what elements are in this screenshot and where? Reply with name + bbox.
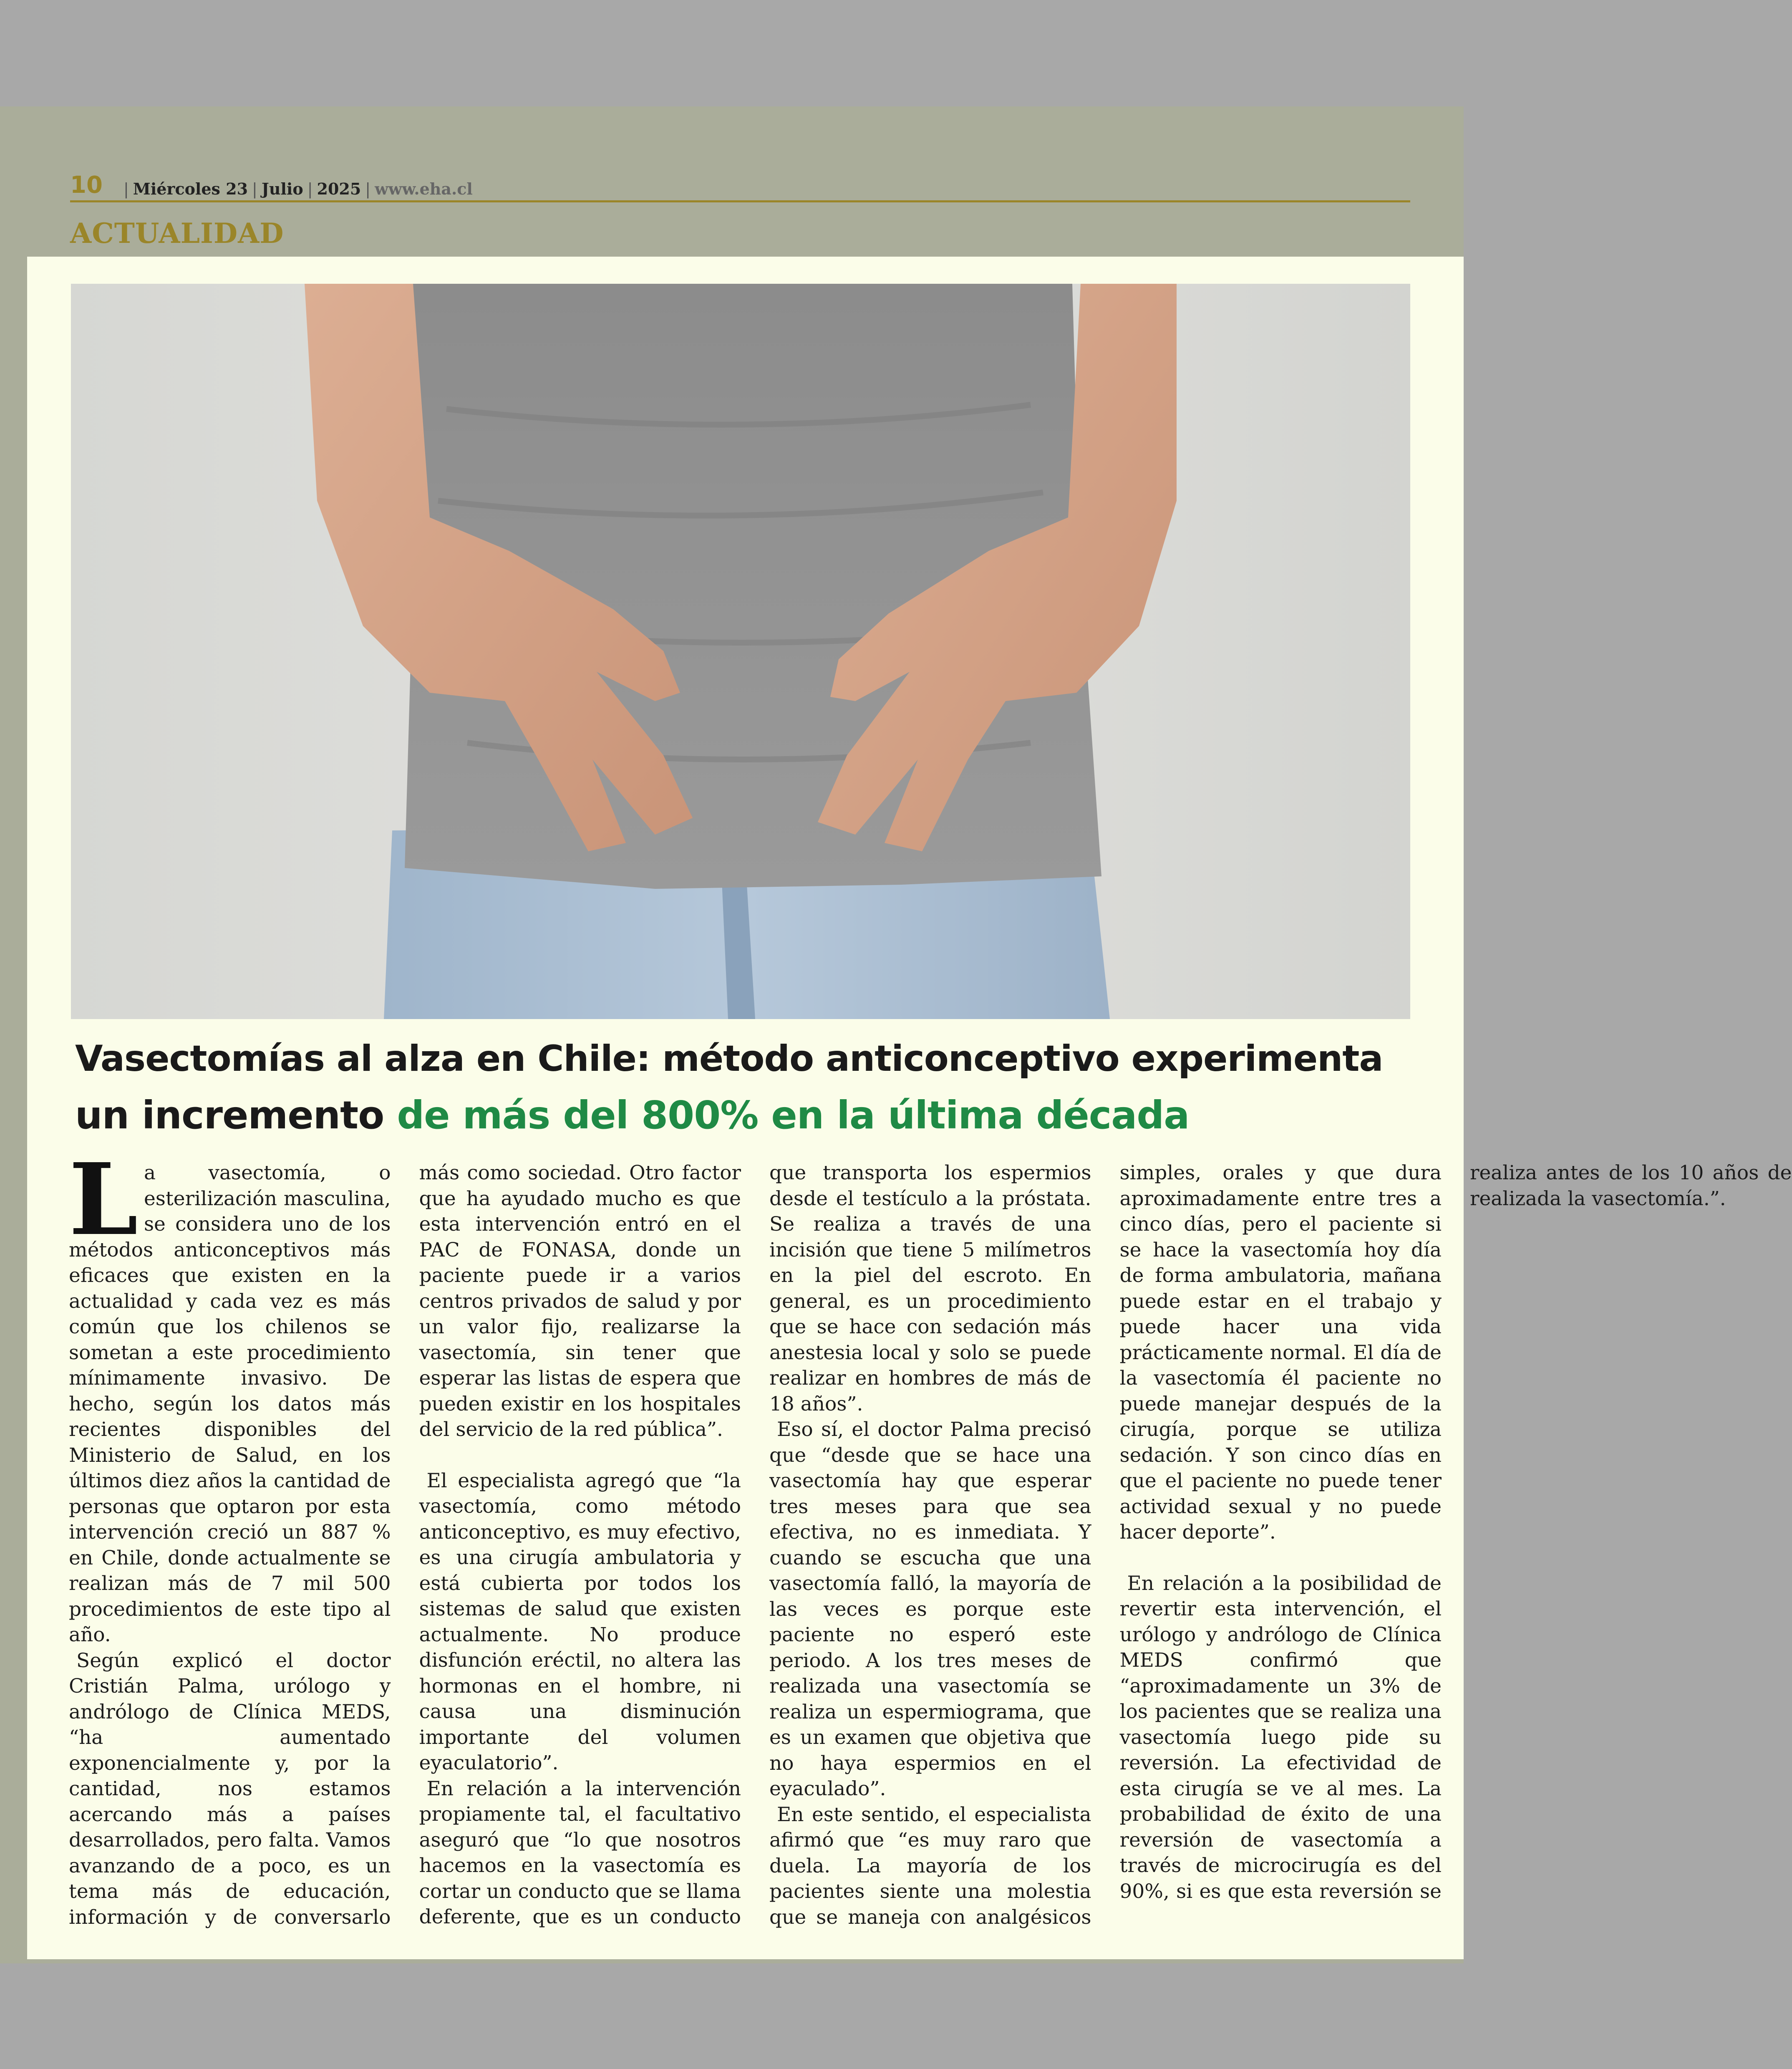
article-panel bbox=[27, 257, 1792, 1959]
paragraph-text: a vasectomía, o esterilización masculina, se considera uno de los métodos anticonceptivos más eficaces que existen en la actualidad y cada vez es más común que los chilenos se sometan a este procedimiento mínimamente invasivo. De hecho, según los datos más recientes disponibles del Ministerio de Salud, en los últimos diez años la cantidad de personas que optaron por esta intervención creció un 887 % en Chile, donde actualmente se realizan más de 7 mil 500 procedimientos de este tipo al año. bbox=[69, 1161, 391, 1646]
headline-line-2 bbox=[75, 1087, 1435, 1143]
header-date-year: 2025 bbox=[317, 179, 361, 198]
drop-cap: L bbox=[69, 1141, 138, 1257]
section-title: ACTUALIDAD bbox=[70, 217, 284, 250]
headline-line-2-black: un incremento bbox=[75, 1093, 397, 1138]
headline-line-1: Vasectomías al alza en Chile: método anticonceptivo experimenta bbox=[75, 1038, 1383, 1080]
article-paragraph: Según explicó el doctor Cristián Palma, urólogo y andrólogo de Clínica MEDS, “ha aumentado exponencialmente y, por la cantidad, nos estamos acercando más a países desarrollados, pero falta. Vamos avanzando de a poco, es un tema más de educación, información y de conversarlo más como sociedad. Otro factor que ha ayudado mucho es que esta intervención entró en el PAC de FONASA, donde un paciente puede ir a varios centros privados de salud y por un valor fijo, realizarse la vasectomía, sin tener que esperar las listas de espera que pueden existir en los hospitales del servicio de la red pública”. bbox=[69, 1161, 741, 1929]
header-separator: | bbox=[123, 180, 129, 198]
header-date-month: Julio bbox=[261, 179, 303, 198]
headline-highlight: de más del 800% en la última década bbox=[397, 1093, 1190, 1138]
article-headline bbox=[75, 1031, 1435, 1143]
header-separator: | bbox=[307, 180, 313, 198]
page-number: 10 bbox=[70, 172, 103, 199]
article-paragraph: En relación a la posibilidad de revertir esta intervención, el urólogo y andrólogo de Clínica MEDS confirmó que “aproximadamente un 3% de los pacientes que se realiza una vasectomía luego pide su reversión. La efectividad de esta cirugía se ve al mes. La probabilidad de éxito de una reversión de vasectomía a través de microcirugía es del 90%, si es que esta reversión se realiza antes de los 10 años de realizada la vasectomía.”. bbox=[1119, 1161, 1792, 1903]
header-website: www.eha.cl bbox=[375, 179, 473, 198]
article-photo bbox=[71, 284, 1410, 1019]
article-paragraph bbox=[69, 1141, 391, 1648]
newspaper-page bbox=[0, 106, 1792, 1963]
article-paragraph: Eso sí, el doctor Palma precisó que “desde que se hace una vasectomía hay que esperar tres meses para que sea efectiva, no es inmediata. Y cuando se escucha que una vasectomía falló, la mayoría de las veces es porque este paciente no esperó este periodo. A los tres meses de realizada una vasectomía se realiza un espermiograma, que es un examen que objetiva que no haya espermios en el eyaculado”. bbox=[769, 1418, 1091, 1800]
header-separator: | bbox=[365, 180, 371, 198]
page-header bbox=[70, 169, 1410, 202]
article-paragraph: El especialista agregó que “la vasectomía, como método anticonceptivo, es muy efectivo, es una cirugía ambulatoria y está cubierta por todos los sistemas de salud que existen actualmente. No produce disfunción eréctil, no altera las hormonas en el hombre, ni causa una disminución importante del volumen eyaculatorio”. bbox=[419, 1469, 741, 1774]
header-separator: | bbox=[252, 180, 257, 198]
article-body bbox=[69, 1141, 1792, 1940]
article-paragraph: En este sentido, el especialista afirmó que “es muy raro que duela. La mayoría de los pacientes siente una molestia que se maneja con analgésicos simples, orales y que dura aproximadamente entre tres a cinco días, pero el paciente si se hace la vasectomía hoy día de forma ambulatoria, mañana puede estar en el trabajo y puede hacer una vida prácticamente normal. El día de la vasectomía él paciente no puede manejar después de la cirugía, porque se utiliza sedación. Y son cinco días en que el paciente no puede tener actividad sexual y no puede hacer deporte”. bbox=[769, 1161, 1442, 1929]
article-paragraph: En relación a la intervención propiamente tal, el facultativo aseguró que “lo que nosotros hacemos en la vasectomía es cortar un conducto que se llama deferente, que es un conducto que transporta los espermios desde el testículo a la próstata. Se realiza a través de una incisión que tiene 5 milímetros en la piel del escroto. En general, es un procedimiento que se hace con sedación más anestesia local y solo se puede realizar en hombres de más de 18 años”. bbox=[419, 1161, 1091, 1928]
header-date-day: Miércoles 23 bbox=[133, 179, 248, 198]
